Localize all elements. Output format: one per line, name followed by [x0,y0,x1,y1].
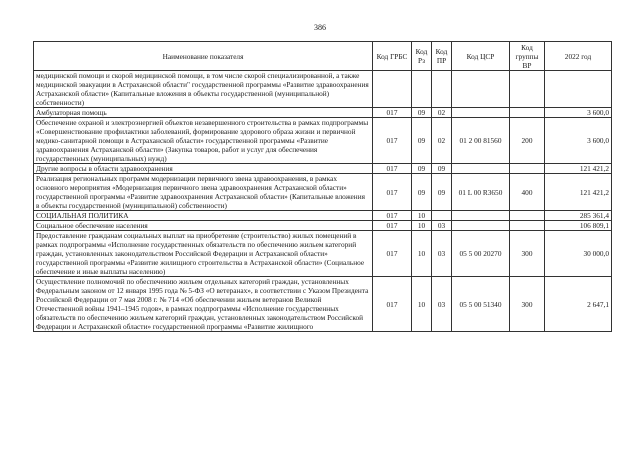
row-pr [432,211,452,221]
row-name: Обеспечение охраной и электроэнергией объектов незавершенного строительства в рамках подпрограммы «Совершенствование профилактики заболеваний, формирование здорового образа жизни и первичной медико-санитарной помощи в Астраханской области» государственной программы «Развитие здравоохранения Астраханской области» (Закупка товаров, работ и услуг для обеспечения государственных (муниципальных) нужд) [34,118,373,164]
row-rz: 10 [412,211,432,221]
row-grbs: 017 [373,164,412,174]
row-pr: 03 [432,231,452,277]
row-pr: 09 [432,174,452,211]
row-csr: 01 L 00 R3650 [452,174,510,211]
row-value: 2 647,1 [545,277,612,332]
row-vr: 200 [510,118,545,164]
row-vr: 400 [510,174,545,211]
header-name: Наименование показателя [34,42,373,71]
row-name: Другие вопросы в области здравоохранения [34,164,373,174]
row-pr: 09 [432,164,452,174]
row-name: медицинской помощи и скорой медицинской помощи, в том числе скорой специализированной, а также медицинской эвакуации в Астраханской области" государственной программы «Развитие здравоохранения Астраханской области» (Капитальные вложения в объекты государственной (муниципальной) собственности) [34,71,373,108]
row-csr [452,71,510,108]
row-pr: 03 [432,221,452,231]
row-grbs: 017 [373,211,412,221]
row-rz: 09 [412,174,432,211]
row-rz: 10 [412,231,432,277]
row-pr [432,71,452,108]
row-rz: 09 [412,108,432,118]
row-csr [452,164,510,174]
row-value: 285 361,4 [545,211,612,221]
table-row [34,118,612,164]
row-name: Осуществление полномочий по обеспечению жильем отдельных категорий граждан, установленных Федеральным законом от 12 января 1995 года № 5-ФЗ «О ветеранах», в соответствии с Указом Президента Российской Федерации от 7 мая 2008 г. № 714 «Об обеспечении жильем ветеранов Великой Отечественной войны 1941–1945 годов», в рамках подпрограммы «Исполнение государственных обязательств по обеспечению жильем категорий граждан, установленных законодательством Российской Федерации и Астраханской области» государственной программы «Развитие жилищного [34,277,373,332]
row-csr: 01 2 00 81560 [452,118,510,164]
row-value: 30 000,0 [545,231,612,277]
table-row [34,108,612,118]
row-vr [510,164,545,174]
row-grbs: 017 [373,108,412,118]
header-pr: Код ПР [432,42,452,71]
row-rz: 09 [412,118,432,164]
row-rz: 10 [412,221,432,231]
table-row [34,221,612,231]
row-name: Социальное обеспечение населения [34,221,373,231]
row-value: 121 421,2 [545,164,612,174]
row-name: Амбулаторная помощь [34,108,373,118]
row-name: Реализация региональных программ модернизации первичного звена здравоохранения, в рамках основного мероприятия «Модернизация первичного звена здравоохранения Астраханской области» государственной программы «Развитие здравоохранения Астраханской области» (Капитальные вложения в объекты государственной (муниципальной) собственности) [34,174,373,211]
row-value [545,71,612,108]
row-csr: 05 5 00 20270 [452,231,510,277]
table-row [34,174,612,211]
row-vr: 300 [510,231,545,277]
row-csr [452,211,510,221]
row-name: Предоставление гражданам социальных выплат на приобретение (строительство) жилых помещений в рамках подпрограммы «Исполнение государственных обязательств по обеспечению жильем категорий граждан, установленных законодательством Российской Федерации и Астраханской области» государственной программы «Развитие жилищного строительства в Астраханской области» (Социальное обеспечение и иные выплаты населению) [34,231,373,277]
row-rz [412,71,432,108]
row-value: 121 421,2 [545,174,612,211]
table-row [34,231,612,277]
table-row [34,164,612,174]
page-number: 386 [314,23,326,32]
row-value: 3 600,0 [545,118,612,164]
row-pr: 02 [432,118,452,164]
row-grbs: 017 [373,231,412,277]
row-vr: 300 [510,277,545,332]
row-rz: 09 [412,164,432,174]
row-grbs: 017 [373,174,412,211]
row-value: 3 600,0 [545,108,612,118]
row-vr [510,108,545,118]
row-grbs: 017 [373,221,412,231]
row-name: СОЦИАЛЬНАЯ ПОЛИТИКА [34,211,373,221]
row-value: 106 809,1 [545,221,612,231]
table-row [34,71,612,108]
row-pr: 02 [432,108,452,118]
header-grbs: Код ГРБС [373,42,412,71]
header-vr: Код группы ВР [510,42,545,71]
row-csr: 05 5 00 51340 [452,277,510,332]
row-vr [510,221,545,231]
row-csr [452,108,510,118]
row-vr [510,71,545,108]
row-grbs: 017 [373,277,412,332]
header-csr: Код ЦСР [452,42,510,71]
row-grbs [373,71,412,108]
budget-table [33,41,612,332]
table-row [34,277,612,332]
row-vr [510,211,545,221]
row-pr: 03 [432,277,452,332]
row-rz: 10 [412,277,432,332]
row-grbs: 017 [373,118,412,164]
header-rz: Код Рз [412,42,432,71]
header-year: 2022 год [545,42,612,71]
row-csr [452,221,510,231]
table-row [34,211,612,221]
table-header-row [34,42,612,71]
